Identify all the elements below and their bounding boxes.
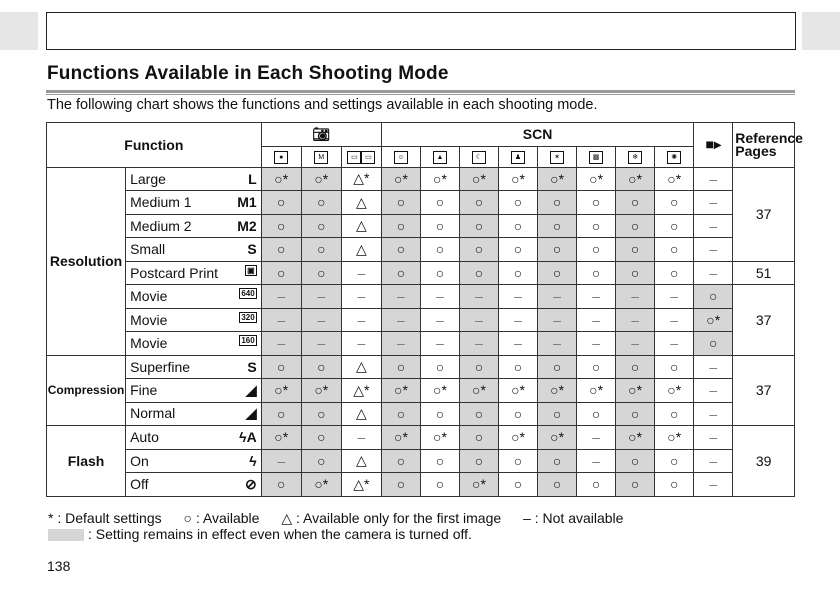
function-label: Movie 640: [126, 285, 262, 309]
table-cell: ○: [459, 355, 498, 379]
table-cell: ○: [261, 355, 301, 379]
table-cell: ○*: [616, 379, 655, 403]
table-cell: –: [694, 426, 733, 450]
table-row: [47, 238, 795, 262]
function-label: On ϟ: [126, 449, 262, 473]
legend-shaded: : Setting remains in effect even when the camera is turned off.: [88, 526, 472, 542]
table-cell: ○*: [538, 426, 577, 450]
page-number: 138: [47, 558, 71, 574]
table-cell: ○: [538, 191, 577, 215]
table-cell: ○: [381, 214, 420, 238]
table-cell: ○: [538, 449, 577, 473]
table-cell: ○*: [499, 379, 538, 403]
function-label: Medium 2 M2: [126, 214, 262, 238]
table-cell: ○: [420, 261, 459, 285]
function-label: Postcard Print ▣: [126, 261, 262, 285]
mode-manual-icon: M: [301, 146, 341, 167]
page-title: Functions Available in Each Shooting Mode: [47, 63, 449, 84]
table-body: [47, 167, 795, 496]
camera-icon: 📷︎: [312, 125, 331, 142]
table-cell: ○: [694, 285, 733, 309]
table-cell: ○: [616, 402, 655, 426]
function-label: Movie 160: [126, 332, 262, 356]
reference-page: 37: [733, 285, 795, 356]
table-cell: –: [655, 332, 694, 356]
table-cell: ○: [459, 426, 498, 450]
table-cell: ○: [499, 355, 538, 379]
table-cell: ○: [420, 473, 459, 497]
mode-snow-icon: ❄: [616, 146, 655, 167]
table-cell: ○*: [301, 167, 341, 191]
table-cell: –: [341, 308, 381, 332]
table-cell: △: [341, 191, 381, 215]
table-cell: ○*: [499, 426, 538, 450]
table-row: [47, 355, 795, 379]
movie-camera-icon: ■▸: [705, 136, 721, 153]
table-cell: –: [261, 308, 301, 332]
table-cell: ○: [381, 402, 420, 426]
table-cell: ○: [499, 238, 538, 262]
table-cell: ○: [694, 332, 733, 356]
table-cell: ○: [499, 191, 538, 215]
table-cell: ○: [261, 214, 301, 238]
table-row: [47, 402, 795, 426]
table-cell: –: [694, 449, 733, 473]
table-cell: ○: [301, 449, 341, 473]
table-cell: –: [499, 332, 538, 356]
table-cell: –: [301, 285, 341, 309]
table-cell: ○*: [655, 379, 694, 403]
table-cell: ○: [655, 473, 694, 497]
table-cell: ○*: [459, 473, 498, 497]
table-cell: ○*: [499, 167, 538, 191]
table-cell: △: [341, 449, 381, 473]
setting-icon: ⊘: [244, 475, 257, 492]
setting-icon: ϟA: [239, 429, 257, 446]
function-header: Function: [47, 123, 262, 168]
table-cell: –: [261, 449, 301, 473]
table-cell: –: [694, 191, 733, 215]
reference-page: 37: [733, 167, 795, 261]
legend-line-2: [48, 526, 472, 542]
table-cell: –: [301, 308, 341, 332]
title-rule: [46, 90, 795, 93]
table-cell: ○: [301, 238, 341, 262]
setting-icon: L: [248, 170, 257, 187]
table-cell: –: [381, 332, 420, 356]
mode-fireworks-icon: ✺: [655, 146, 694, 167]
functions-table: [46, 122, 803, 497]
table-cell: ○: [538, 261, 577, 285]
table-cell: △: [341, 355, 381, 379]
table-cell: ○: [538, 355, 577, 379]
reference-page: 51: [733, 261, 795, 285]
table-cell: ○: [538, 214, 577, 238]
table-cell: ○*: [301, 379, 341, 403]
table-cell: –: [459, 332, 498, 356]
table-cell: ○: [301, 402, 341, 426]
legend-first-image: △ : Available only for the first image: [281, 510, 502, 526]
table-cell: ○*: [420, 167, 459, 191]
table-row: [47, 191, 795, 215]
table-cell: ○*: [616, 426, 655, 450]
table-cell: ○: [655, 214, 694, 238]
table-cell: ○: [655, 238, 694, 262]
table-row: [47, 379, 795, 403]
table-cell: –: [341, 261, 381, 285]
table-cell: ○: [459, 402, 498, 426]
table-cell: ○: [381, 449, 420, 473]
table-cell: –: [420, 285, 459, 309]
table-cell: ○: [499, 214, 538, 238]
table-cell: –: [655, 308, 694, 332]
table-row: [47, 308, 795, 332]
table-cell: ○: [381, 473, 420, 497]
table-cell: △: [341, 238, 381, 262]
intro-text: The following chart shows the functions and settings available in each shooting mode.: [47, 97, 598, 113]
table-cell: ○: [301, 426, 341, 450]
table-cell: ○: [261, 191, 301, 215]
title-rule-thin: [46, 94, 795, 95]
table-row: [47, 167, 795, 191]
table-cell: –: [616, 285, 655, 309]
group-label: Flash: [47, 426, 126, 497]
table-cell: ○: [420, 238, 459, 262]
table-cell: ○: [261, 473, 301, 497]
setting-icon: ◢: [245, 381, 257, 398]
table-cell: ○: [381, 191, 420, 215]
setting-icon: 640: [241, 289, 255, 299]
page-tab-right: [802, 12, 840, 50]
table-cell: ○*: [655, 167, 694, 191]
table-cell: –: [694, 473, 733, 497]
table-cell: ○: [577, 473, 616, 497]
table-cell: –: [459, 285, 498, 309]
table-cell: ○: [538, 473, 577, 497]
table-cell: ○: [616, 191, 655, 215]
mode-party-icon: ✶: [538, 146, 577, 167]
function-label: Small S: [126, 238, 262, 262]
table-cell: ○*: [420, 379, 459, 403]
table-cell: ○*: [261, 167, 301, 191]
table-row: [47, 214, 795, 238]
auto-mode-header: [261, 123, 381, 147]
table-cell: –: [381, 308, 420, 332]
table-cell: ○: [459, 449, 498, 473]
setting-icon: 160: [241, 336, 255, 346]
table-cell: ○: [499, 473, 538, 497]
table-cell: ○: [616, 449, 655, 473]
table-cell: ○: [420, 191, 459, 215]
mode-stitch-icon: ▭ ▭: [341, 146, 381, 167]
table-cell: ○: [459, 238, 498, 262]
table-cell: ○: [616, 355, 655, 379]
setting-icon: S: [247, 241, 257, 258]
table-row: [47, 261, 795, 285]
table-cell: ○*: [381, 379, 420, 403]
table-cell: ○*: [261, 379, 301, 403]
table-cell: –: [655, 285, 694, 309]
table-cell: ○: [577, 238, 616, 262]
table-cell: ○: [616, 261, 655, 285]
movie-mode-header: [694, 123, 733, 168]
group-label: Compression: [47, 355, 126, 426]
header-box: [46, 12, 796, 50]
legend-available: ○ : Available: [183, 510, 260, 526]
table-cell: ○: [381, 261, 420, 285]
table-cell: △*: [341, 473, 381, 497]
table-cell: ○*: [655, 426, 694, 450]
table-cell: ○: [499, 261, 538, 285]
table-cell: ○: [616, 214, 655, 238]
table-cell: ○: [655, 261, 694, 285]
table-cell: ○: [655, 355, 694, 379]
shade-swatch: [48, 529, 84, 541]
table-cell: –: [694, 402, 733, 426]
mode-kids-icon: ♟: [499, 146, 538, 167]
table-cell: ○: [616, 473, 655, 497]
table-cell: ○: [616, 238, 655, 262]
table-cell: ○: [301, 355, 341, 379]
mode-auto-icon: ●: [261, 146, 301, 167]
table-cell: –: [341, 285, 381, 309]
table-cell: △*: [341, 379, 381, 403]
table-row: [47, 426, 795, 450]
table-cell: ○: [499, 449, 538, 473]
table-cell: –: [694, 379, 733, 403]
table-cell: –: [616, 308, 655, 332]
function-label: Normal ◢: [126, 402, 262, 426]
table-cell: ○: [420, 402, 459, 426]
table-cell: ○: [420, 214, 459, 238]
table-cell: –: [577, 332, 616, 356]
scn-header: SCN: [381, 123, 693, 147]
table-cell: ○: [538, 238, 577, 262]
table-cell: ○*: [261, 426, 301, 450]
table-cell: –: [694, 261, 733, 285]
table-cell: –: [577, 285, 616, 309]
table-cell: ○*: [381, 426, 420, 450]
group-label: Resolution: [47, 167, 126, 355]
table-cell: ○*: [694, 308, 733, 332]
table-cell: –: [499, 308, 538, 332]
table-cell: –: [577, 308, 616, 332]
table-cell: –: [261, 332, 301, 356]
table-cell: –: [694, 214, 733, 238]
function-label: Superfine S: [126, 355, 262, 379]
reference-page: 39: [733, 426, 795, 497]
table-cell: ○: [577, 355, 616, 379]
table-cell: –: [616, 332, 655, 356]
table-cell: –: [538, 308, 577, 332]
table-cell: –: [341, 332, 381, 356]
table-cell: ○*: [538, 379, 577, 403]
function-label: Auto ϟA: [126, 426, 262, 450]
table-cell: –: [341, 426, 381, 450]
table-cell: –: [577, 426, 616, 450]
legend-line-1: [48, 510, 641, 527]
table-row: [47, 449, 795, 473]
table-cell: ○*: [538, 167, 577, 191]
table-cell: –: [694, 167, 733, 191]
table-cell: –: [301, 332, 341, 356]
table-cell: ○*: [381, 167, 420, 191]
setting-icon: ▣: [247, 265, 255, 275]
table-cell: ○: [499, 402, 538, 426]
table-cell: ○: [577, 402, 616, 426]
table-cell: ○: [301, 191, 341, 215]
table-cell: ○: [261, 402, 301, 426]
setting-icon: ◢: [245, 405, 257, 422]
legend-default: * : Default settings: [48, 510, 162, 526]
page-tab-left: [0, 12, 38, 50]
table-cell: –: [381, 285, 420, 309]
table-cell: –: [538, 332, 577, 356]
function-label: Movie 320: [126, 308, 262, 332]
table-cell: ○: [459, 191, 498, 215]
legend-not-available: – : Not available: [523, 510, 624, 526]
table-cell: ○*: [616, 167, 655, 191]
table-cell: ○*: [459, 379, 498, 403]
table-cell: ○: [420, 449, 459, 473]
table-row: [47, 285, 795, 309]
table-cell: ○*: [301, 473, 341, 497]
function-label: Large L: [126, 167, 262, 191]
setting-icon: S: [247, 358, 257, 375]
table-cell: ○: [459, 261, 498, 285]
table-cell: –: [694, 238, 733, 262]
table-cell: ○: [301, 214, 341, 238]
table-cell: ○*: [577, 167, 616, 191]
setting-icon: M2: [237, 217, 257, 234]
table-cell: –: [420, 308, 459, 332]
table-cell: ○: [577, 191, 616, 215]
table-cell: ○: [655, 191, 694, 215]
mode-portrait-icon: ☺: [381, 146, 420, 167]
setting-icon: 320: [241, 312, 255, 322]
setting-icon: M1: [237, 194, 257, 211]
table-cell: ○: [655, 402, 694, 426]
table-row: [47, 332, 795, 356]
table-cell: –: [694, 355, 733, 379]
table-cell: ○: [261, 261, 301, 285]
function-label: Off ⊘: [126, 473, 262, 497]
table-cell: ○: [577, 261, 616, 285]
mode-foliage-icon: ▩: [577, 146, 616, 167]
table-cell: –: [420, 332, 459, 356]
table-cell: –: [459, 308, 498, 332]
table-cell: –: [577, 449, 616, 473]
function-label: Fine ◢: [126, 379, 262, 403]
reference-page: 37: [733, 355, 795, 426]
table-cell: △: [341, 402, 381, 426]
table-cell: △*: [341, 167, 381, 191]
table-cell: –: [261, 285, 301, 309]
table-cell: ○: [381, 355, 420, 379]
function-label: Medium 1 M1: [126, 191, 262, 215]
table-cell: △: [341, 214, 381, 238]
table-cell: ○: [538, 402, 577, 426]
table-cell: ○: [420, 355, 459, 379]
mode-landscape-icon: ▲: [420, 146, 459, 167]
table-cell: ○: [301, 261, 341, 285]
table-cell: –: [538, 285, 577, 309]
reference-pages-header: Reference Pages: [733, 123, 795, 168]
table-cell: ○: [381, 238, 420, 262]
table-cell: –: [499, 285, 538, 309]
mode-night-icon: ☾: [459, 146, 498, 167]
table-cell: ○*: [420, 426, 459, 450]
setting-icon: ϟ: [249, 452, 257, 469]
table-cell: ○*: [577, 379, 616, 403]
table-cell: ○: [459, 214, 498, 238]
table-row: [47, 473, 795, 497]
table-cell: ○: [655, 449, 694, 473]
table-cell: ○: [577, 214, 616, 238]
table-cell: ○*: [459, 167, 498, 191]
table-cell: ○: [261, 238, 301, 262]
